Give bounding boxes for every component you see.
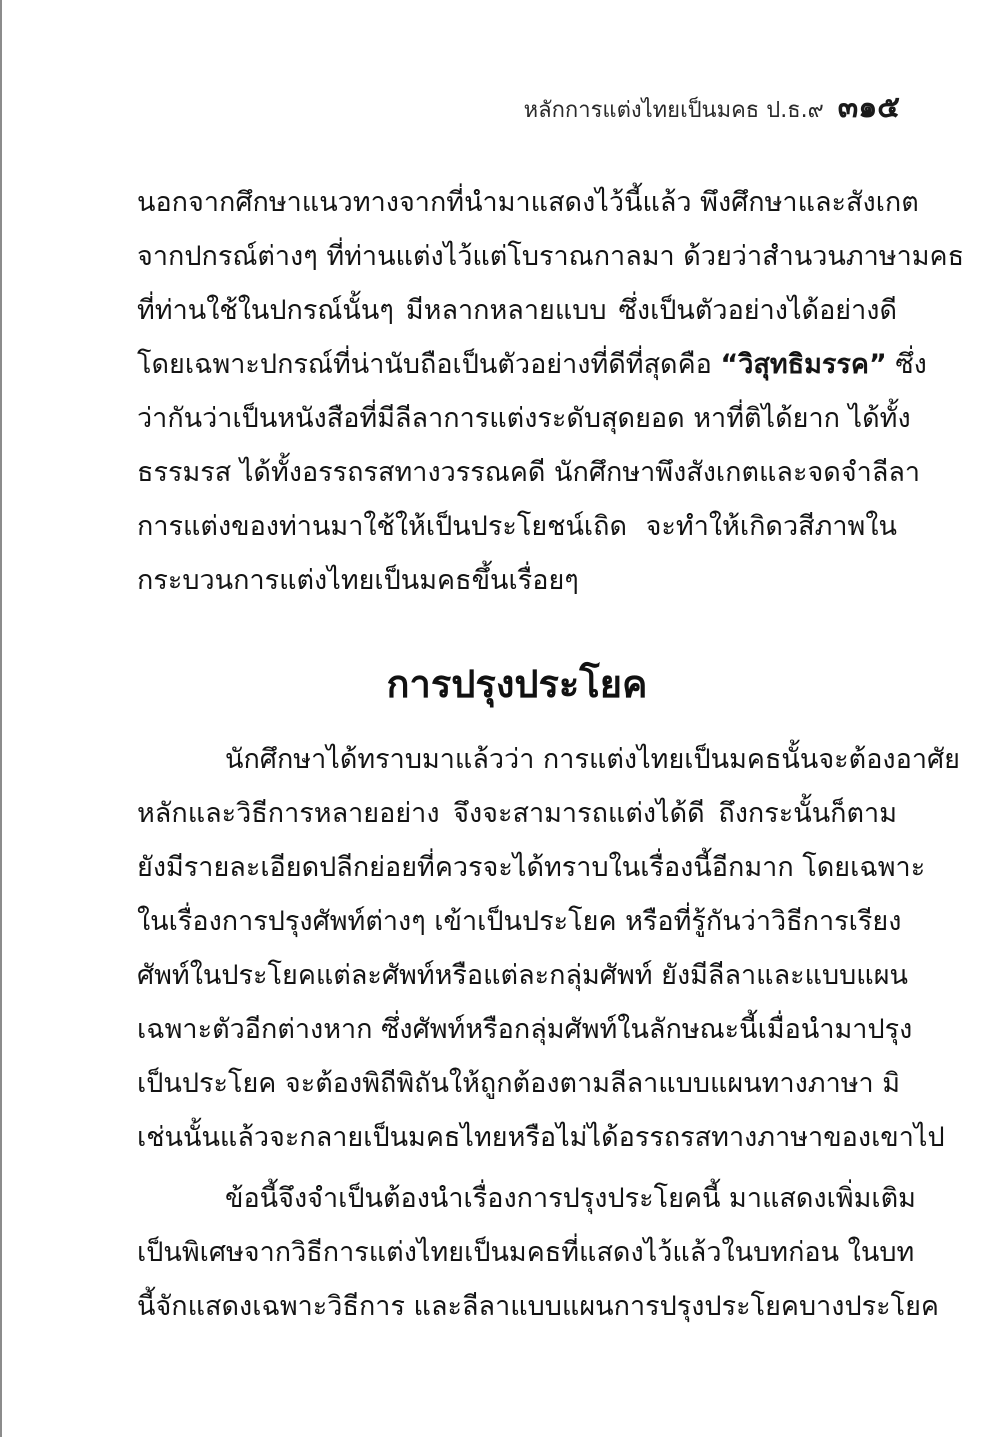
header-title: หลักการแต่งไทยเป็นมคธ ป.ธ.๙ xyxy=(523,98,824,123)
paragraph-line: เป็นพิเศษจากวิธีการแต่งไทยเป็นมคธที่แสดงไว้แล้วในบทก่อน ในบท xyxy=(137,1237,915,1268)
paragraph-line: ยังมีรายละเอียดปลีกย่อยที่ควรจะได้ทราบในเรื่องนี้อีกมาก โดยเฉพาะ xyxy=(137,852,926,883)
paragraph-line: ศัพท์ในประโยคแต่ละศัพท์หรือแต่ละกลุ่มศัพท์ ยังมีลีลาและแบบแผน xyxy=(137,960,908,991)
paragraph-line: การแต่งของท่านมาใช้ให้เป็นประโยชน์เถิด จะทำให้เกิดวสีภาพใน xyxy=(137,511,897,542)
paragraph-line: ว่ากันว่าเป็นหนังสือที่มีลีลาการแต่งระดับสุดยอด หาที่ติได้ยาก ได้ทั้ง xyxy=(137,403,911,434)
paragraph-line: เฉพาะตัวอีกต่างหาก ซึ่งศัพท์หรือกลุ่มศัพท์ในลักษณะนี้เมื่อนำมาปรุง xyxy=(137,1014,913,1045)
paragraph-line: ในเรื่องการปรุงศัพท์ต่างๆ เข้าเป็นประโยค หรือที่รู้กันว่าวิธีการเรียง xyxy=(137,906,902,937)
paragraph-body xyxy=(137,733,960,1165)
page-number: ๓๑๕ xyxy=(837,90,900,125)
page-edge-rule xyxy=(0,0,2,1437)
running-header xyxy=(524,84,900,131)
paragraph-line: จากปกรณ์ต่างๆ ที่ท่านแต่งไว้แต่โบราณกาลมา ด้วยว่าสำนวนภาษามคธ xyxy=(137,241,965,272)
paragraph-line: หลักและวิธีการหลายอย่าง จึงจะสามารถแต่งได้ดี ถึงกระนั้นก็ตาม xyxy=(137,798,897,829)
paragraph-closing xyxy=(137,1172,939,1334)
section-heading: การปรุงประโยค xyxy=(386,662,648,706)
paragraph-line: เป็นประโยค จะต้องพิถีพิถันให้ถูกต้องตามลีลาแบบแผนทางภาษา มิ xyxy=(137,1068,901,1099)
paragraph-line-with-emphasis xyxy=(137,338,927,392)
paragraph-intro xyxy=(137,176,965,608)
paragraph-line: ธรรมรส ได้ทั้งอรรถรสทางวรรณคดี นักศึกษาพึงสังเกตและจดจำลีลา xyxy=(137,457,921,488)
paragraph-line: นี้จักแสดงเฉพาะวิธีการ และลีลาแบบแผนการปรุงประโยคบางประโยค xyxy=(137,1291,939,1322)
emphasis-book-title: “วิสุทธิมรรค” xyxy=(720,349,887,380)
paragraph-line: กระบวนการแต่งไทยเป็นมคธขึ้นเรื่อยๆ xyxy=(137,565,579,596)
line-text-tail: ซึ่ง xyxy=(895,349,927,380)
paragraph-line: นักศึกษาได้ทราบมาแล้วว่า การแต่งไทยเป็นมคธนั้นจะต้องอาศัย xyxy=(225,744,960,775)
paragraph-line: นอกจากศึกษาแนวทางจากที่นำมาแสดงไว้นี้แล้ว พึงศึกษาและสังเกต xyxy=(137,187,919,218)
paragraph-line: เช่นนั้นแล้วจะกลายเป็นมคธไทยหรือไม่ได้อรรถรสทางภาษาของเขาไป xyxy=(137,1122,945,1153)
paragraph-line: ข้อนี้จึงจำเป็นต้องนำเรื่องการปรุงประโยคนี้ มาแสดงเพิ่มเติม xyxy=(225,1183,916,1214)
paragraph-line: ที่ท่านใช้ในปกรณ์นั้นๆ มีหลากหลายแบบ ซึ่งเป็นตัวอย่างได้อย่างดี xyxy=(137,295,897,326)
line-text: โดยเฉพาะปกรณ์ที่น่านับถือเป็นตัวอย่างที่ดีที่สุดคือ xyxy=(137,349,712,380)
